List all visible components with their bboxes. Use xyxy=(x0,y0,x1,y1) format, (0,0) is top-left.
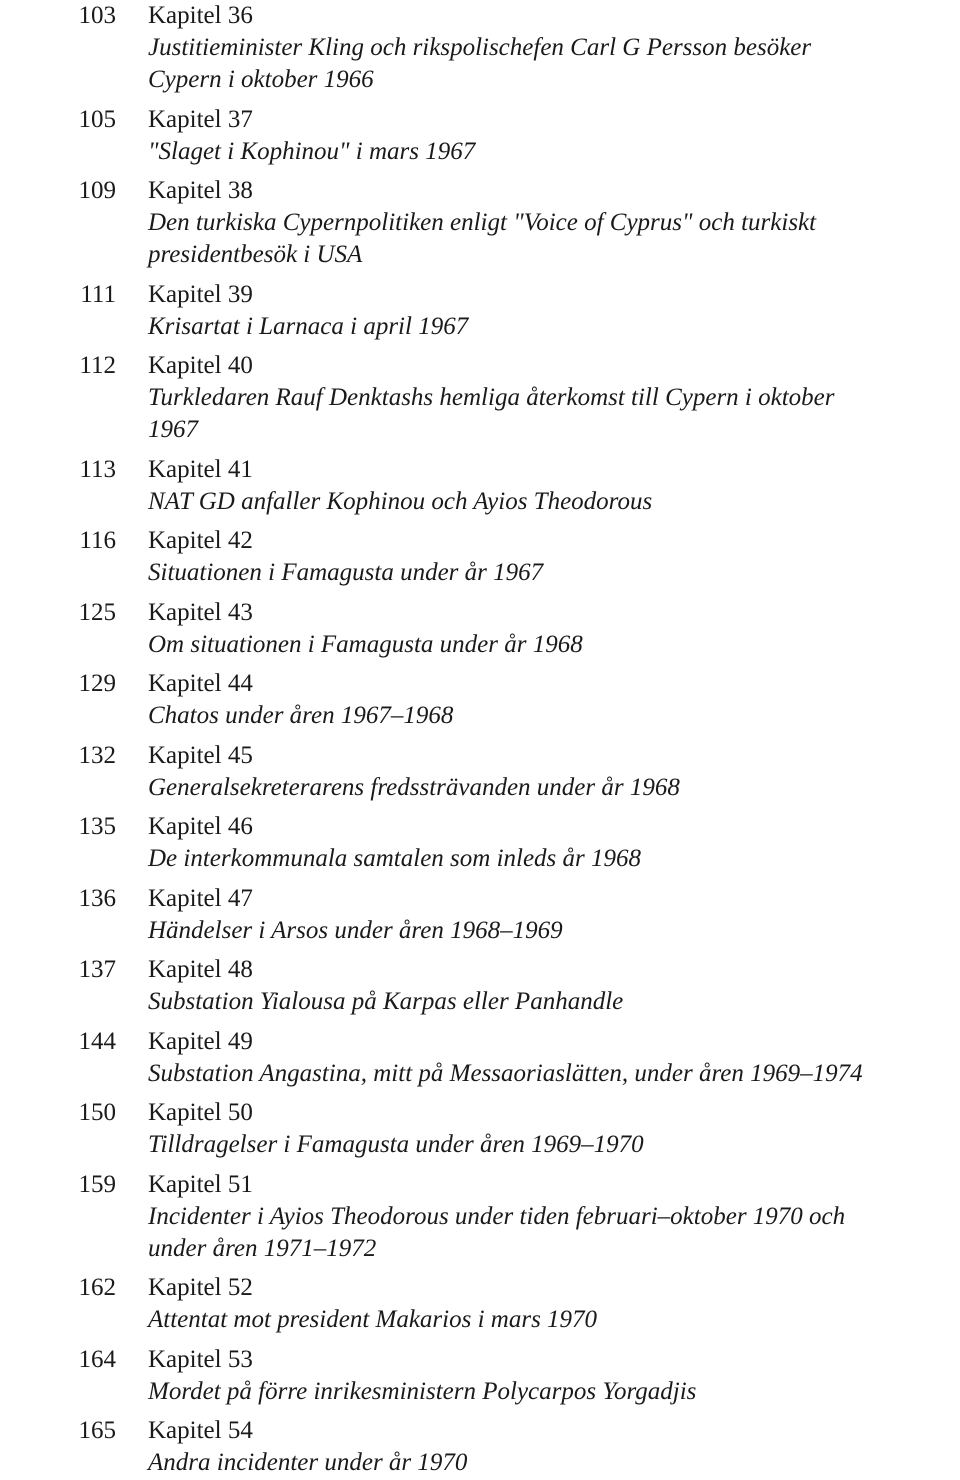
chapter-title: Substation Angastina, mitt på Messaoriaslätten, under åren 1969–1974 xyxy=(148,1060,863,1087)
chapter-label: Kapitel 45 xyxy=(148,742,253,769)
chapter-label: Kapitel 40 xyxy=(148,352,253,379)
page-number: 113 xyxy=(79,456,116,483)
page-number: 144 xyxy=(78,1028,116,1055)
entry-content xyxy=(148,1344,958,1408)
toc-entry xyxy=(0,454,960,518)
toc-entry xyxy=(0,279,960,343)
chapter-title: Den turkiska Cypernpolitiken enligt "Voice of Cyprus" och turkiskt presidentbesök i USA xyxy=(148,209,817,268)
chapter-label: Kapitel 52 xyxy=(148,1274,253,1301)
toc-entry xyxy=(0,104,960,168)
entry-content xyxy=(148,740,958,804)
chapter-label: Kapitel 42 xyxy=(148,527,253,554)
page-number: 109 xyxy=(78,177,116,204)
page-number: 135 xyxy=(78,813,116,840)
chapter-label: Kapitel 39 xyxy=(148,281,253,308)
page-number: 150 xyxy=(78,1099,116,1126)
entry-content xyxy=(148,454,958,518)
chapter-title: Mordet på förre inrikesministern Polycarpos Yorgadjis xyxy=(148,1378,697,1405)
chapter-title: "Slaget i Kophinou" i mars 1967 xyxy=(148,138,476,165)
toc-entry xyxy=(0,954,960,1018)
chapter-title: Krisartat i Larnaca i april 1967 xyxy=(148,313,469,340)
entry-content xyxy=(148,0,958,96)
chapter-title: Tilldragelser i Famagusta under åren 1969–1970 xyxy=(148,1131,644,1158)
toc-entry xyxy=(0,668,960,732)
entry-content xyxy=(148,279,958,343)
page-number: 159 xyxy=(78,1171,116,1198)
toc-entry xyxy=(0,740,960,804)
entry-content xyxy=(148,1169,958,1265)
toc-entry xyxy=(0,1169,960,1265)
entry-content xyxy=(148,1097,958,1161)
chapter-label: Kapitel 38 xyxy=(148,177,253,204)
chapter-title: Chatos under åren 1967–1968 xyxy=(148,702,454,729)
page-number: 111 xyxy=(80,281,116,308)
chapter-title: De interkommunala samtalen som inleds år 1968 xyxy=(148,845,642,872)
page-number: 116 xyxy=(79,527,116,554)
chapter-title: Incidenter i Ayios Theodorous under tiden februari–oktober 1970 och under åren 1971–1972 xyxy=(148,1203,846,1262)
page-number: 164 xyxy=(78,1346,116,1373)
page-number: 112 xyxy=(79,352,116,379)
chapter-title: Attentat mot president Makarios i mars 1970 xyxy=(148,1306,598,1333)
entry-content xyxy=(148,1272,958,1336)
toc-entry xyxy=(0,1272,960,1336)
chapter-title: Andra incidenter under år 1970 xyxy=(148,1449,468,1476)
page-number: 125 xyxy=(78,599,116,626)
chapter-title: Generalsekreterarens fredssträvanden under år 1968 xyxy=(148,774,680,801)
page-number: 103 xyxy=(78,2,116,29)
chapter-label: Kapitel 41 xyxy=(148,456,253,483)
chapter-label: Kapitel 37 xyxy=(148,106,253,133)
chapter-label: Kapitel 36 xyxy=(148,2,253,29)
entry-content xyxy=(148,175,958,271)
entry-content xyxy=(148,883,958,947)
page-number: 105 xyxy=(78,106,116,133)
entry-content xyxy=(148,811,958,875)
toc-entry xyxy=(0,525,960,589)
chapter-title: Händelser i Arsos under åren 1968–1969 xyxy=(148,917,563,944)
toc-entry xyxy=(0,883,960,947)
chapter-title: NAT GD anfaller Kophinou och Ayios Theodorous xyxy=(148,488,653,515)
chapter-title: Om situationen i Famagusta under år 1968 xyxy=(148,631,583,658)
entry-content xyxy=(148,1026,958,1090)
entry-content xyxy=(148,525,958,589)
chapter-label: Kapitel 49 xyxy=(148,1028,253,1055)
toc-entry xyxy=(0,0,960,96)
page-number: 136 xyxy=(78,885,116,912)
chapter-title: Situationen i Famagusta under år 1967 xyxy=(148,559,544,586)
page-number: 137 xyxy=(78,956,116,983)
chapter-label: Kapitel 47 xyxy=(148,885,253,912)
chapter-label: Kapitel 50 xyxy=(148,1099,253,1126)
chapter-label: Kapitel 46 xyxy=(148,813,253,840)
entry-content xyxy=(148,1415,958,1479)
toc-entry xyxy=(0,175,960,271)
entry-content xyxy=(148,350,958,446)
chapter-label: Kapitel 53 xyxy=(148,1346,253,1373)
chapter-label: Kapitel 51 xyxy=(148,1171,253,1198)
page-number: 165 xyxy=(78,1417,116,1444)
toc-entry xyxy=(0,350,960,446)
toc-entry xyxy=(0,1344,960,1408)
toc-entry xyxy=(0,811,960,875)
chapter-label: Kapitel 44 xyxy=(148,670,253,697)
entry-content xyxy=(148,954,958,1018)
page-number: 162 xyxy=(78,1274,116,1301)
toc-entry xyxy=(0,597,960,661)
toc-entry xyxy=(0,1415,960,1479)
toc-entry xyxy=(0,1097,960,1161)
chapter-title: Substation Yialousa på Karpas eller Panhandle xyxy=(148,988,624,1015)
chapter-title: Turkledaren Rauf Denktashs hemliga återkomst till Cypern i oktober 1967 xyxy=(148,384,835,443)
entry-content xyxy=(148,104,958,168)
entry-content xyxy=(148,668,958,732)
toc-entry xyxy=(0,1026,960,1090)
page-number: 132 xyxy=(78,742,116,769)
chapter-title: Justitieminister Kling och rikspolischefen Carl G Persson besöker Cypern i oktober 1966 xyxy=(148,34,812,93)
chapter-label: Kapitel 54 xyxy=(148,1417,253,1444)
page-number: 129 xyxy=(78,670,116,697)
chapter-label: Kapitel 43 xyxy=(148,599,253,626)
chapter-label: Kapitel 48 xyxy=(148,956,253,983)
entry-content xyxy=(148,597,958,661)
